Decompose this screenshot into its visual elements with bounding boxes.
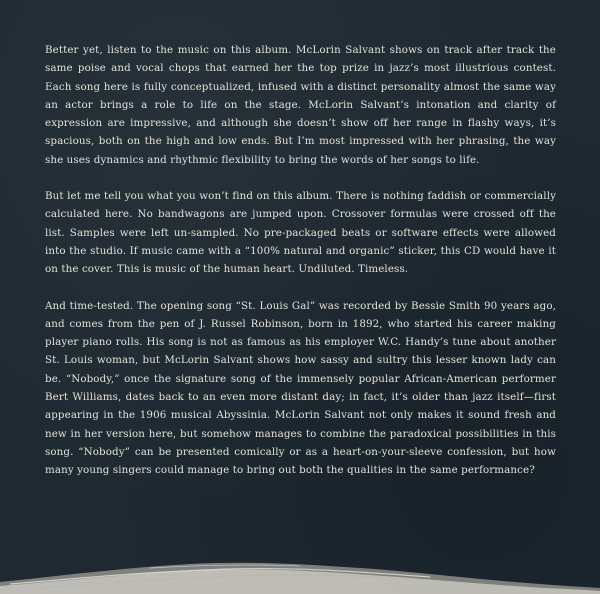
paragraph-3: And time-tested. The opening song “St. Louis Gal” was recorded by Bessie Smith 90 years ago, and comes from the pen of J. Russel Robinson, born in 1892, who started his career making player piano rolls. His song is not as famous as his employer W.C. Handy’s tune about another St. Louis woman, but McLorin Salvant shows how sassy and sultry this lesser known lady can be. “Nobody,” once the signature song of the immensely popular African-American performer Bert Williams, dates back to an even more distant day; in fact, it’s older than jazz itself—first appearing in the 1906 musical Abyssinia. McLorin Salvant not only makes it sound fresh and new in her version here, but somehow manages to combine the paradoxical possibilities in this song. “Nobody” can be presented comically or as a heart-on-your-sleeve confession, but how many young singers could manage to bring out both the qualities in the same performance? bbox=[45, 299, 556, 477]
liner-notes-text bbox=[45, 41, 556, 498]
paragraph-1: Better yet, listen to the music on this album. McLorin Salvant shows on track after track the same poise and vocal chops that earned her the top prize in jazz’s most illustrious contest. Each song here is fully conceptualized, infused with a distinct personality almost the same way an actor brings a role to life on the stage. McLorin Salvant’s intonation and clarity of expression are impressive, and although she doesn’t show off her range in flashy ways, it’s spacious, both on the high and low ends. But I’m most impressed with her phrasing, the way she uses dynamics and rhythmic flexibility to bring the words of her songs to life. bbox=[45, 44, 556, 166]
paragraph-2: But let me tell you what you won’t find on this album. There is nothing faddish or commercially calculated here. No bandwagons are jumped upon. Crossover formulas were crossed off the list. Samples were left un-sampled. No pre-packaged beats or software effects were allowed into the studio. If music came with a “100% natural and organic” sticker, this CD would have it on the cover. This is music of the human heart. Undiluted. Timeless. bbox=[45, 190, 556, 276]
brush-stroke-decoration bbox=[0, 524, 600, 594]
